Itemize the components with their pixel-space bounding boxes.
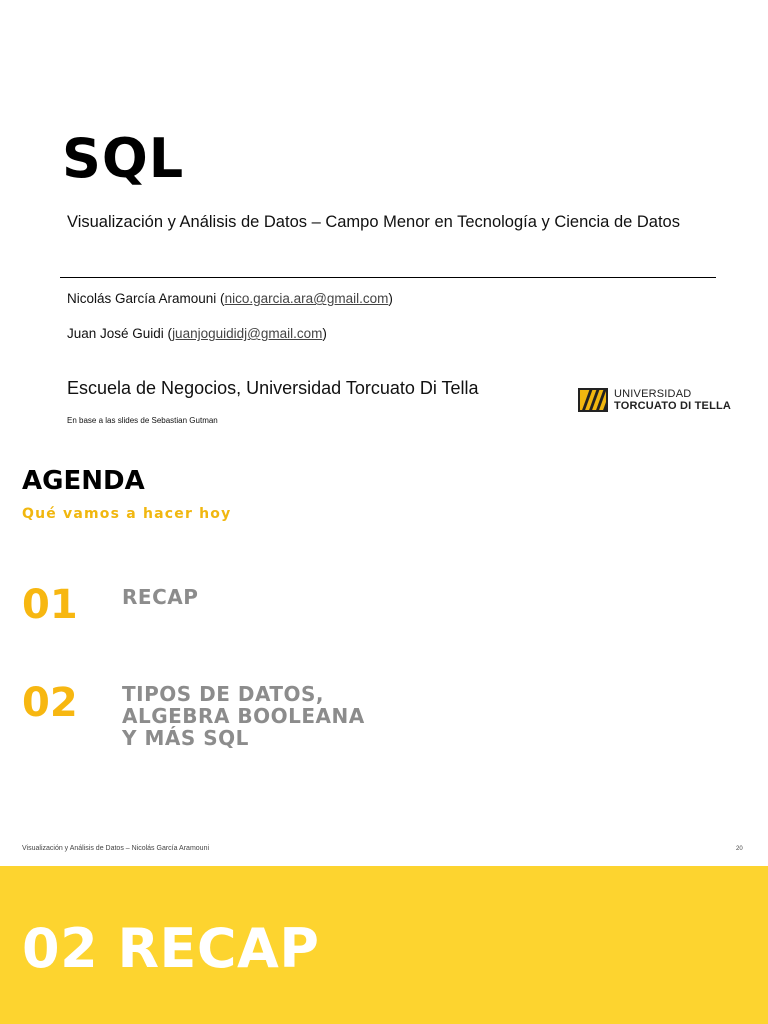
agenda-item-number: 01 <box>22 582 78 628</box>
page-number: 20 <box>736 846 743 852</box>
utdt-logo-icon <box>578 388 608 412</box>
author-close: ) <box>322 326 327 341</box>
slide-section-header <box>0 866 768 1024</box>
university-logo <box>578 384 740 416</box>
author-name: Juan José Guidi ( <box>67 326 173 341</box>
agenda-title: AGENDA <box>22 466 145 496</box>
slide-subtitle: Visualización y Análisis de Datos – Campo Menor en Tecnología y Ciencia de Datos <box>67 213 680 231</box>
logo-line-2: TORCUATO DI TELLA <box>614 400 732 412</box>
agenda-subtitle: Qué vamos a hacer hoy <box>22 506 232 522</box>
agenda-item-label: TIPOS DE DATOS, ALGEBRA BOOLEANA Y MÁS SQL <box>122 682 365 750</box>
school-name: Escuela de Negocios, Universidad Torcuato Di Tella <box>67 378 479 398</box>
author-line <box>67 326 327 341</box>
author-name: Nicolás García Aramouni ( <box>67 291 225 306</box>
section-title: 02 RECAP <box>22 917 320 980</box>
author-line <box>67 291 393 306</box>
logo-text <box>614 388 731 412</box>
slide-title-heading: SQL <box>62 127 185 190</box>
agenda-item-label: RECAP <box>122 585 199 609</box>
author-email-link[interactable]: juanjoguididj@gmail.com <box>172 326 323 341</box>
credit-note: En base a las slides de Sebastian Gutman <box>67 416 218 425</box>
slide-footer: Visualización y Análisis de Datos – Nicolás García Aramouni <box>22 845 210 852</box>
author-email-link[interactable]: nico.garcia.ara@gmail.com <box>224 291 389 306</box>
divider <box>60 277 716 278</box>
author-close: ) <box>388 291 393 306</box>
logo-line-1: UNIVERSIDAD <box>614 388 692 400</box>
agenda-item-number: 02 <box>22 680 78 726</box>
